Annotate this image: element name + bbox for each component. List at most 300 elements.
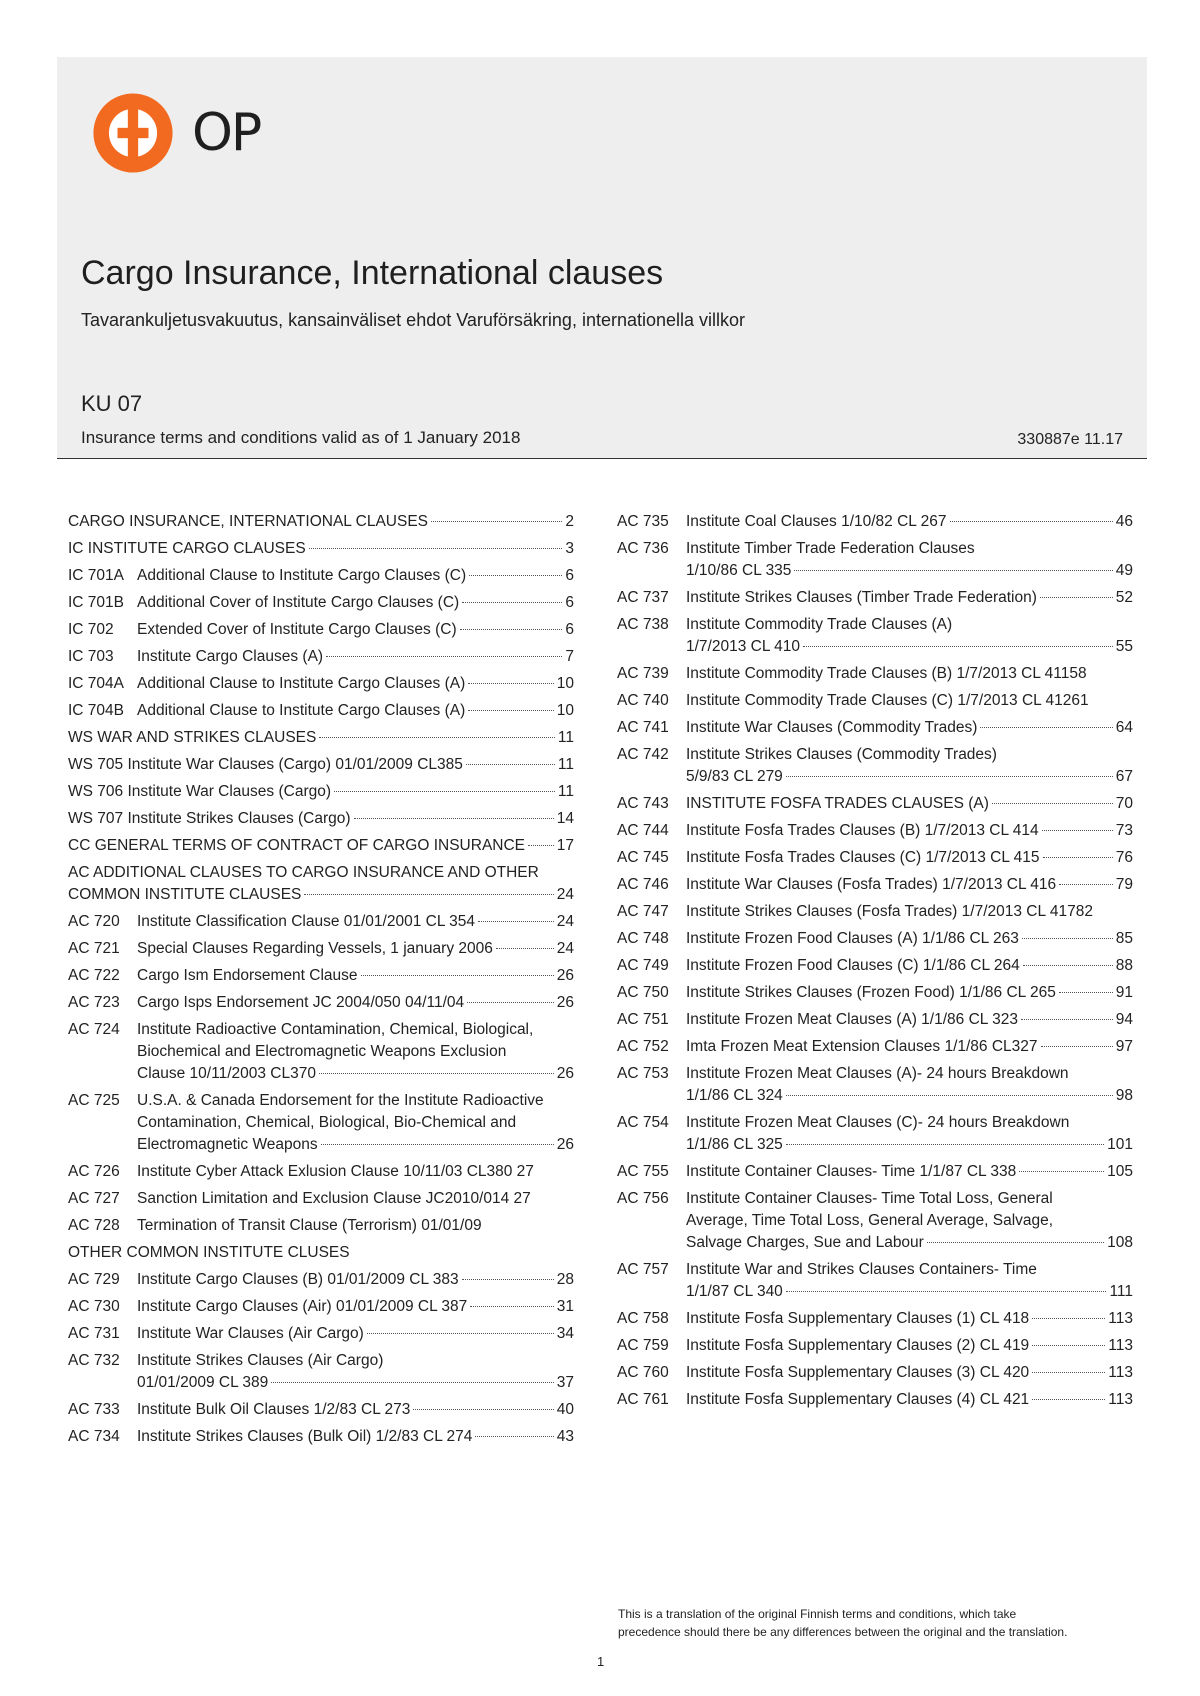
toc-entry-title: Institute Frozen Meat Clauses (A) 1/1/86 CL 323: [686, 1011, 1018, 1028]
toc-entry[interactable]: [68, 754, 574, 776]
toc-entry-title-last-line: [68, 754, 574, 776]
toc-entry-body: [686, 717, 1133, 739]
toc-entry-code: AC 755: [617, 1163, 669, 1180]
toc-page-number: 26: [556, 1065, 574, 1082]
toc-entry[interactable]: [617, 744, 1133, 788]
toc-entry[interactable]: [617, 1112, 1133, 1156]
toc-entry[interactable]: [68, 1269, 574, 1291]
toc-entry-title: Special Clauses Regarding Vessels, 1 january 2006: [137, 940, 493, 957]
toc-entry-code: AC 740: [617, 692, 669, 709]
toc-entry-title: Sanction Limitation and Exclusion Clause JC2010/014 27: [137, 1190, 531, 1207]
toc-page-number: 88: [1115, 957, 1133, 974]
toc-entry[interactable]: [68, 781, 574, 803]
toc-entry-title-line: Institute Commodity Trade Clauses (A): [686, 616, 953, 633]
toc-entry-code: AC 736: [617, 540, 669, 557]
toc-page-number: 52: [1115, 589, 1133, 606]
translation-notice-line: precedence should there be any differences between the original and the translation.: [618, 1625, 1068, 1639]
toc-entry-title: Institute Frozen Food Clauses (C) 1/1/86 CL 264: [686, 957, 1020, 974]
toc-entry[interactable]: [68, 592, 574, 614]
toc-entry[interactable]: [68, 673, 574, 695]
toc-entry-body: [686, 1161, 1133, 1183]
toc-page-number: 7: [565, 648, 574, 665]
toc-entry[interactable]: [617, 982, 1133, 1004]
toc-entry[interactable]: [617, 793, 1133, 815]
toc-entry[interactable]: [617, 1362, 1133, 1384]
toc-entry[interactable]: [68, 565, 574, 587]
toc-page-number: 105: [1107, 1163, 1133, 1180]
toc-entry[interactable]: [68, 1242, 574, 1264]
toc-entry[interactable]: [617, 614, 1133, 658]
toc-entry[interactable]: [68, 727, 574, 749]
toc-page-number: 24: [556, 913, 574, 930]
toc-entry[interactable]: [68, 992, 574, 1014]
toc-entry[interactable]: [68, 1090, 574, 1156]
toc-entry-title-last-line: [68, 1242, 574, 1264]
toc-entry-code: AC 760: [617, 1364, 669, 1381]
toc-entry[interactable]: [617, 1335, 1133, 1357]
toc-entry-code: AC 753: [617, 1065, 669, 1082]
toc-entry[interactable]: [68, 938, 574, 960]
toc-entry-title-last-line: [68, 511, 574, 533]
toc-entry-title: Institute Strikes Clauses (Bulk Oil) 1/2/83 CL 274: [137, 1428, 473, 1445]
toc-entry-title-last-line: [686, 874, 1133, 896]
toc-entry-title-line: AC ADDITIONAL CLAUSES TO CARGO INSURANCE AND OTHER: [68, 864, 539, 881]
toc-entry-title-last-line: [137, 619, 574, 641]
toc-dot-leader: [1059, 992, 1113, 993]
toc-dot-leader: [786, 1291, 1107, 1292]
translation-notice: [618, 1605, 1138, 1641]
toc-dot-leader: [431, 521, 562, 522]
toc-entry-title-last-line: [137, 1426, 574, 1448]
toc-entry-code: AC 733: [68, 1401, 120, 1418]
toc-entry-body: [137, 1019, 574, 1085]
toc-entry-code: AC 750: [617, 984, 669, 1001]
toc-entry-code: IC 703: [68, 648, 114, 665]
toc-dot-leader: [1043, 857, 1113, 858]
toc-dot-leader: [361, 975, 554, 976]
toc-entry-title-last-line: [137, 1399, 574, 1421]
toc-entry-title-last-line: [686, 1308, 1133, 1330]
toc-entry[interactable]: [68, 646, 574, 668]
toc-entry-code: AC 722: [68, 967, 120, 984]
toc-dot-leader: [794, 570, 1112, 571]
toc-page-number: 11: [557, 729, 574, 746]
toc-entry-title: Clause 10/11/2003 CL370: [137, 1065, 316, 1082]
toc-entry-title-last-line: [137, 1215, 574, 1237]
toc-entry-code: AC 746: [617, 876, 669, 893]
toc-entry-title-last-line: [686, 847, 1133, 869]
toc-entry-title: Institute War Clauses (Commodity Trades): [686, 719, 978, 736]
toc-entry-title-last-line: [137, 1269, 574, 1291]
toc-entry[interactable]: [68, 1399, 574, 1421]
toc-entry[interactable]: [68, 965, 574, 987]
toc-dot-leader: [460, 629, 563, 630]
toc-entry-title: Institute Fosfa Supplementary Clauses (1) CL 418: [686, 1310, 1030, 1327]
toc-entry-body: [686, 820, 1133, 842]
toc-page-number: 6: [565, 594, 574, 611]
toc-entry[interactable]: [617, 511, 1133, 533]
toc-entry-title-last-line: [137, 592, 574, 614]
toc-page-number: 2: [565, 513, 574, 530]
toc-entry-code: AC 735: [617, 513, 669, 530]
toc-entry-title-last-line: [68, 835, 574, 857]
toc-page-number: 113: [1108, 1391, 1133, 1408]
toc-entry-title: Extended Cover of Institute Cargo Clauses (C): [137, 621, 457, 638]
toc-page-number: 97: [1115, 1038, 1133, 1055]
toc-entry-code: AC 732: [68, 1352, 120, 1369]
toc-entry-title: Additional Clause to Institute Cargo Clauses (A): [137, 675, 466, 692]
toc-entry-code: IC 704A: [68, 675, 125, 692]
toc-entry[interactable]: [617, 1161, 1133, 1183]
toc-entry[interactable]: [617, 847, 1133, 869]
toc-entry-title: WS 705 Institute War Clauses (Cargo) 01/01/2009 CL385: [68, 756, 463, 773]
toc-entry-code: AC 748: [617, 930, 669, 947]
toc-entry-code: AC 742: [617, 746, 669, 763]
toc-entry-title-last-line: [686, 766, 1133, 788]
toc-entry-title: Additional Clause to Institute Cargo Clauses (C): [137, 567, 467, 584]
toc-entry-title: CARGO INSURANCE, INTERNATIONAL CLAUSES: [68, 513, 429, 530]
toc-entry-code: AC 720: [68, 913, 120, 930]
toc-page-number: 108: [1107, 1234, 1133, 1251]
brand-name: OP: [192, 103, 261, 163]
toc-dot-leader: [786, 1095, 1113, 1096]
cover-header: [57, 57, 1147, 459]
toc-page-number: 28: [556, 1271, 574, 1288]
toc-entry-code: AC 751: [617, 1011, 669, 1028]
toc-entry-body: [686, 1112, 1133, 1156]
toc-entry-title: Institute Commodity Trade Clauses (B) 1/7/2013 CL 41158: [686, 665, 1087, 682]
toc-page-number: 43: [556, 1428, 574, 1445]
toc-entry-title-line: Contamination, Chemical, Biological, Bio-Chemical and: [137, 1114, 517, 1131]
toc-entry[interactable]: [68, 1188, 574, 1210]
toc-entry-title-last-line: [686, 587, 1133, 609]
toc-page-number: 79: [1115, 876, 1133, 893]
toc-dot-leader: [334, 791, 555, 792]
toc-page-number: 10: [556, 702, 574, 719]
toc-entry-title-last-line: [686, 1161, 1133, 1183]
toc-dot-leader: [413, 1409, 553, 1410]
toc-entry-code: AC 758: [617, 1310, 669, 1327]
toc-entry-title: Institute Coal Clauses 1/10/82 CL 267: [686, 513, 947, 530]
toc-entry-title: Institute Fosfa Trades Clauses (C) 1/7/2013 CL 415: [686, 849, 1040, 866]
toc-entry[interactable]: [617, 928, 1133, 950]
toc-entry-title: Institute Frozen Food Clauses (A) 1/1/86 CL 263: [686, 930, 1019, 947]
toc-entry-title-last-line: [137, 992, 574, 1014]
toc-page-number: 111: [1109, 1283, 1133, 1300]
toc-page-number: 40: [556, 1401, 574, 1418]
toc-entry[interactable]: [68, 1426, 574, 1448]
toc-entry-title: 5/9/83 CL 279: [686, 768, 783, 785]
toc-dot-leader: [354, 818, 554, 819]
toc-page-number: 101: [1107, 1136, 1133, 1153]
toc-entry-title-last-line: [686, 636, 1133, 658]
toc-entry[interactable]: [68, 1019, 574, 1085]
toc-entry-body: [686, 1335, 1133, 1357]
toc-entry-title: COMMON INSTITUTE CLAUSES: [68, 886, 302, 903]
toc-entry-title-line: Biochemical and Electromagnetic Weapons Exclusion: [137, 1043, 507, 1060]
toc-page-number: 24: [556, 940, 574, 957]
toc-entry[interactable]: [68, 862, 574, 906]
toc-entry-title-last-line: [686, 1389, 1133, 1411]
toc-entry-title-last-line: [137, 1296, 574, 1318]
toc-entry[interactable]: [617, 955, 1133, 977]
toc-entry-code: AC 738: [617, 616, 669, 633]
toc-entry-title-last-line: [137, 938, 574, 960]
toc-entry-body: [137, 1350, 574, 1394]
toc-dot-leader: [304, 894, 553, 895]
toc-dot-leader: [1059, 884, 1113, 885]
toc-entry-title-last-line: [68, 781, 574, 803]
toc-page-number: 26: [556, 967, 574, 984]
toc-dot-leader: [462, 602, 562, 603]
toc-page-number: 6: [565, 621, 574, 638]
toc-entry[interactable]: [68, 1215, 574, 1237]
toc-entry-body: [137, 911, 574, 933]
toc-page-number: 98: [1115, 1087, 1133, 1104]
toc-entry-title: Institute Fosfa Supplementary Clauses (2) CL 419: [686, 1337, 1030, 1354]
toc-entry-body: [68, 511, 574, 533]
toc-entry-body: [686, 511, 1133, 533]
toc-entry-title-last-line: [686, 793, 1133, 815]
document-code: KU 07: [81, 391, 143, 416]
toc-dot-leader: [992, 803, 1113, 804]
toc-entry-code: AC 734: [68, 1428, 120, 1445]
toc-dot-leader: [462, 1279, 554, 1280]
toc-entry-body: [137, 1215, 574, 1237]
toc-page-number: 94: [1115, 1011, 1133, 1028]
toc-page-number: 14: [556, 810, 574, 827]
toc-entry-code: AC 759: [617, 1337, 669, 1354]
toc-dot-leader: [528, 845, 554, 846]
toc-dot-leader: [319, 737, 555, 738]
toc-entry-title-last-line: [686, 1362, 1133, 1384]
toc-entry[interactable]: [68, 835, 574, 857]
toc-entry[interactable]: [617, 1259, 1133, 1303]
toc-entry-title: Institute Cyber Attack Exlusion Clause 10/11/03 CL380 27: [137, 1163, 534, 1180]
toc-entry[interactable]: [617, 538, 1133, 582]
toc-entry-code: AC 729: [68, 1271, 120, 1288]
toc-entry-title-last-line: [137, 646, 574, 668]
toc-entry-title-last-line: [686, 1335, 1133, 1357]
toc-entry-body: [686, 1362, 1133, 1384]
toc-entry-title-last-line: [686, 1036, 1133, 1058]
toc-page-number: 37: [556, 1374, 574, 1391]
toc-dot-leader: [367, 1333, 554, 1334]
toc-entry[interactable]: [617, 717, 1133, 739]
toc-entry-title-last-line: [137, 1188, 574, 1210]
translation-notice-line: This is a translation of the original Finnish terms and conditions, which take: [618, 1607, 1017, 1621]
document-title: Cargo Insurance, International clauses: [81, 254, 664, 292]
toc-entry-code: IC 702: [68, 621, 114, 638]
toc-entry-title: Institute War Clauses (Fosfa Trades) 1/7/2013 CL 416: [686, 876, 1057, 893]
toc-entry-body: [686, 874, 1133, 896]
toc-page-number: 34: [556, 1325, 574, 1342]
toc-page-number: 11: [557, 756, 574, 773]
toc-entry-code: AC 731: [68, 1325, 120, 1342]
toc-entry[interactable]: [617, 1308, 1133, 1330]
toc-entry-code: AC 739: [617, 665, 669, 682]
toc-entry-title: CC GENERAL TERMS OF CONTRACT OF CARGO INSURANCE: [68, 837, 526, 854]
toc-entry-title-last-line: [686, 717, 1133, 739]
toc-entry-title-last-line: [68, 808, 574, 830]
toc-entry-title-last-line: [686, 1232, 1133, 1254]
toc-entry-code: AC 725: [68, 1092, 120, 1109]
toc-entry-title-last-line: [137, 700, 574, 722]
toc-entry-title-line: Institute Frozen Meat Clauses (C)- 24 hours Breakdown: [686, 1114, 1070, 1131]
toc-entry-title: Institute Cargo Clauses (A): [137, 648, 324, 665]
toc-entry[interactable]: [617, 690, 1133, 712]
toc-entry-title: Institute Cargo Clauses (Air) 01/01/2009 CL 387: [137, 1298, 468, 1315]
toc-dot-leader: [1021, 1019, 1113, 1020]
toc-page-number: 113: [1108, 1310, 1133, 1327]
toc-entry-body: [137, 1323, 574, 1345]
toc-entry[interactable]: [68, 911, 574, 933]
toc-entry[interactable]: [617, 1188, 1133, 1254]
toc-entry[interactable]: [617, 1389, 1133, 1411]
toc-entry-code: IC 701B: [68, 594, 125, 611]
toc-dot-leader: [467, 1002, 554, 1003]
toc-entry[interactable]: [68, 1323, 574, 1345]
toc-dot-leader: [803, 646, 1113, 647]
toc-dot-leader: [271, 1382, 553, 1383]
toc-entry-body: [686, 1188, 1133, 1254]
toc-entry-code: AC 761: [617, 1391, 669, 1408]
toc-entry[interactable]: [617, 1036, 1133, 1058]
toc-entry-title-last-line: [686, 663, 1133, 685]
toc-entry-body: [137, 1161, 574, 1183]
toc-dot-leader: [475, 1436, 553, 1437]
toc-page-number: 3: [565, 540, 574, 557]
toc-entry-title-last-line: [686, 511, 1133, 533]
toc-entry-body: [68, 835, 574, 857]
toc-entry-title: Institute Fosfa Supplementary Clauses (4) CL 421: [686, 1391, 1030, 1408]
toc-entry[interactable]: [617, 587, 1133, 609]
toc-dot-leader: [496, 948, 554, 949]
toc-entry-body: [137, 673, 574, 695]
toc-entry-title-last-line: [686, 560, 1133, 582]
toc-entry-body: [686, 1036, 1133, 1058]
toc-entry[interactable]: [617, 901, 1133, 923]
toc-entry-title: Institute Strikes Clauses (Timber Trade Federation): [686, 589, 1037, 606]
toc-dot-leader: [321, 1144, 554, 1145]
toc-entry-body: [68, 862, 574, 906]
toc-entry[interactable]: [617, 1063, 1133, 1107]
toc-dot-leader: [326, 656, 562, 657]
toc-entry-title-last-line: [137, 673, 574, 695]
toc-entry-title-last-line: [686, 1281, 1133, 1303]
toc-entry-code: AC 723: [68, 994, 120, 1011]
toc-entry-code: AC 737: [617, 589, 669, 606]
toc-entry[interactable]: [617, 1009, 1133, 1031]
toc-entry-title-last-line: [137, 1323, 574, 1345]
toc-entry[interactable]: [68, 538, 574, 560]
toc-entry-body: [68, 727, 574, 749]
toc-entry[interactable]: [617, 874, 1133, 896]
toc-dot-leader: [1023, 965, 1113, 966]
toc-entry-code: AC 730: [68, 1298, 120, 1315]
toc-column-right: [617, 511, 1133, 1416]
toc-dot-leader: [1032, 1372, 1105, 1373]
toc-entry-title-line: Institute Radioactive Contamination, Chemical, Biological,: [137, 1021, 534, 1038]
toc-entry-body: [686, 1259, 1133, 1303]
toc-entry-body: [137, 992, 574, 1014]
toc-entry-title: Cargo Isps Endorsement JC 2004/050 04/11/04: [137, 994, 465, 1011]
toc-entry-title-line: Institute War and Strikes Clauses Containers- Time: [686, 1261, 1037, 1278]
toc-page-number: 55: [1115, 638, 1133, 655]
toc-entry-code: AC 749: [617, 957, 669, 974]
toc-entry-title-line: Average, Time Total Loss, General Average, Salvage,: [686, 1212, 1054, 1229]
toc-entry-title-last-line: [137, 965, 574, 987]
toc-entry-title-last-line: [68, 538, 574, 560]
toc-entry-body: [686, 690, 1133, 712]
toc-dot-leader: [950, 521, 1113, 522]
toc-entry[interactable]: [68, 619, 574, 641]
toc-entry[interactable]: [617, 663, 1133, 685]
toc-entry[interactable]: [617, 820, 1133, 842]
toc-entry-code: AC 727: [68, 1190, 120, 1207]
toc-entry-title: Institute Fosfa Trades Clauses (B) 1/7/2013 CL 414: [686, 822, 1039, 839]
toc-entry-title-line: Institute Frozen Meat Clauses (A)- 24 hours Breakdown: [686, 1065, 1069, 1082]
toc-entry-title: WS WAR AND STRIKES CLAUSES: [68, 729, 317, 746]
toc-dot-leader: [1019, 1171, 1104, 1172]
toc-entry-code: IC 704B: [68, 702, 125, 719]
toc-entry-title: Institute War Clauses (Air Cargo): [137, 1325, 364, 1342]
toc-entry[interactable]: [68, 1296, 574, 1318]
toc-entry[interactable]: [68, 1350, 574, 1394]
toc-page-number: 24: [556, 886, 574, 903]
toc-entry-title: Institute Cargo Clauses (B) 01/01/2009 CL 383: [137, 1271, 459, 1288]
toc-entry-body: [137, 1188, 574, 1210]
toc-entry-title: Institute Commodity Trade Clauses (C) 1/7/2013 CL 41261: [686, 692, 1089, 709]
toc-entry-code: AC 744: [617, 822, 669, 839]
toc-entry-body: [686, 663, 1133, 685]
toc-page-number: 85: [1115, 930, 1133, 947]
toc-entry-body: [686, 928, 1133, 950]
toc-entry[interactable]: [68, 700, 574, 722]
toc-entry-title: Electromagnetic Weapons: [137, 1136, 318, 1153]
toc-entry-code: AC 757: [617, 1261, 669, 1278]
toc-entry[interactable]: [68, 511, 574, 533]
toc-entry-body: [686, 744, 1133, 788]
toc-entry-body: [137, 1296, 574, 1318]
toc-entry-title: OTHER COMMON INSTITUTE CLUSES: [68, 1244, 350, 1261]
toc-entry-title-last-line: [686, 955, 1133, 977]
toc-entry[interactable]: [68, 808, 574, 830]
toc-entry-code: AC 754: [617, 1114, 669, 1131]
toc-entry-body: [137, 1399, 574, 1421]
document-subtitle: Tavarankuljetusvakuutus, kansainväliset ehdot Varuförsäkring, internationella villkor: [81, 310, 746, 330]
toc-entry-title-last-line: [137, 1134, 574, 1156]
toc-entry-title: Institute Strikes Clauses (Fosfa Trades) 1/7/2013 CL 41782: [686, 903, 1093, 920]
toc-page-number: 17: [556, 837, 574, 854]
toc-dot-leader: [980, 727, 1112, 728]
toc-entry-body: [137, 1269, 574, 1291]
toc-entry-title: Institute Fosfa Supplementary Clauses (3) CL 420: [686, 1364, 1030, 1381]
toc-entry-code: AC 747: [617, 903, 669, 920]
toc-entry-title-line: Institute Container Clauses- Time Total Loss, General: [686, 1190, 1053, 1207]
toc-entry[interactable]: [68, 1161, 574, 1183]
toc-entry-body: [686, 538, 1133, 582]
toc-entry-title: 1/10/86 CL 335: [686, 562, 792, 579]
toc-dot-leader: [786, 1144, 1104, 1145]
toc-dot-leader: [468, 683, 554, 684]
toc-entry-body: [68, 538, 574, 560]
toc-entry-title: Institute Container Clauses- Time 1/1/87 CL 338: [686, 1163, 1017, 1180]
toc-entry-body: [68, 781, 574, 803]
toc-entry-body: [137, 565, 574, 587]
toc-entry-body: [137, 646, 574, 668]
toc-page-number: 10: [556, 675, 574, 692]
